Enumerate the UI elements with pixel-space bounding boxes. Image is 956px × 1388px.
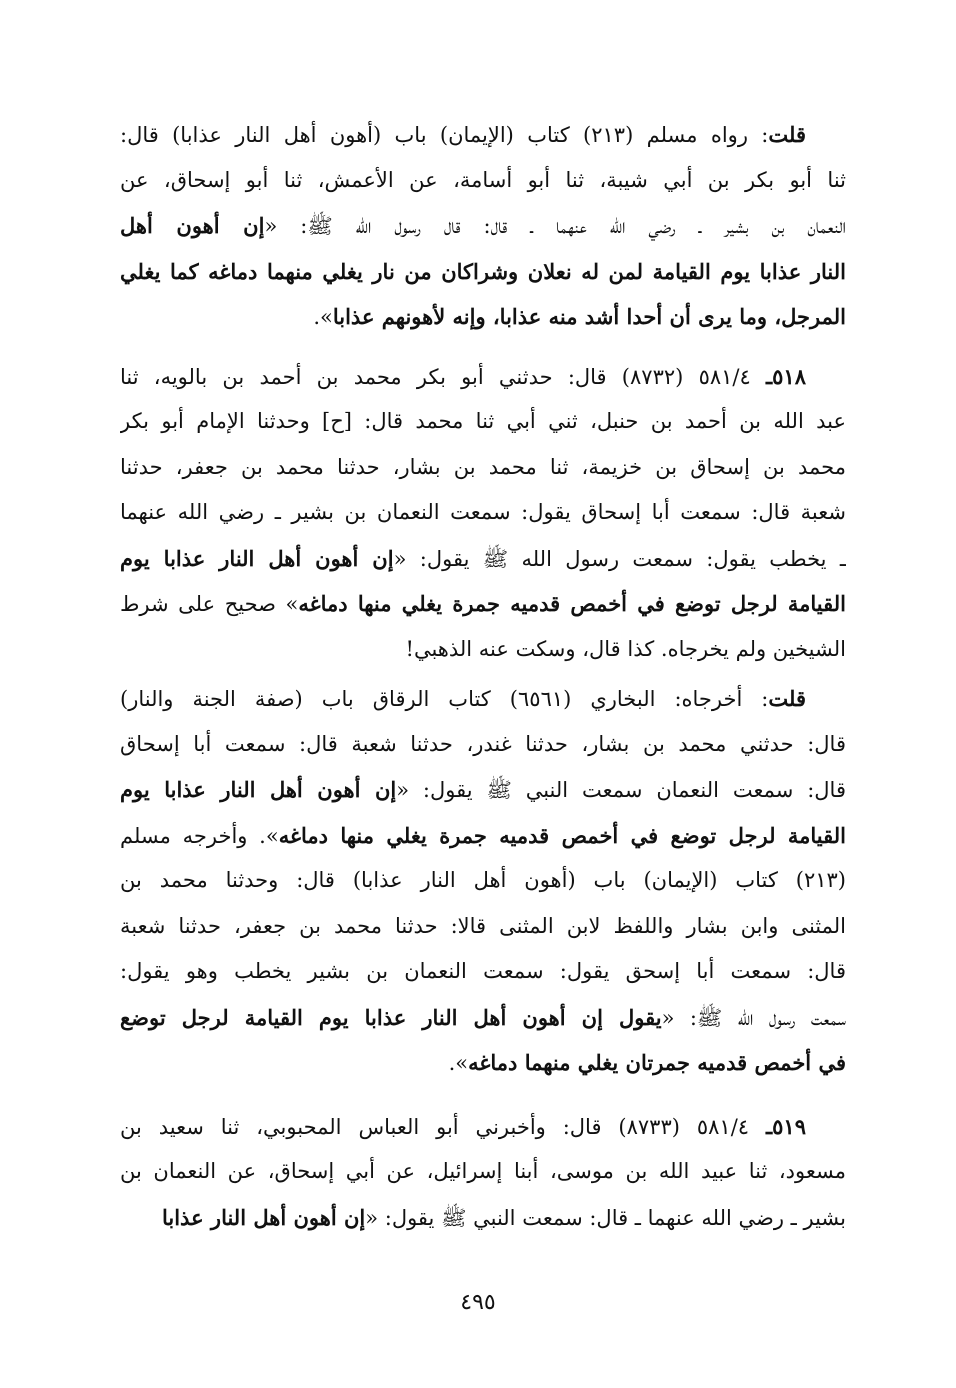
bold-text: إن أهون أهل النار عذابا يوم: [120, 777, 397, 802]
text-line: [120, 858, 846, 904]
text-line: [120, 1104, 846, 1150]
text-segment: » صحيح على شرط: [120, 592, 299, 616]
text-segment: ـ يخطب يقول: سمعت رسول الله ﷺ يقول: «: [393, 546, 846, 571]
bold-text: يقول إن أهون أهل النار عذابا يوم القيامة لرجل توضع: [120, 1004, 662, 1030]
text-line: [120, 813, 846, 859]
text-segment: قال: حدثني محمد بن بشار، حدثنا غندر، حدثنا شعبة قال: سمعت أبا إسحاق: [120, 731, 846, 756]
text-line: [120, 294, 846, 340]
text-line: [120, 536, 846, 582]
text-line: [120, 1195, 846, 1241]
paragraph: [120, 1104, 846, 1241]
text-line: [120, 581, 846, 627]
text-segment: ثنا أبو بكر بن أبي شيبة، ثنا أبو أسامة، عن الأعمش، ثنا أبو إسحاق، عن: [120, 167, 846, 192]
bold-text: في أخمص قدميه جمرتان يغلي منهما دماغه: [468, 1050, 846, 1075]
text-segment: قال: سمعت النعمان سمعت النبي ﷺ يقول: «: [396, 778, 846, 802]
text-segment: محمد بن إسحاق بن خزيمة، ثنا محمد بن بشار، حدثنا محمد بن جعفر، حدثنا: [120, 454, 846, 479]
bold-text: إن أهون أهل النار عذابا: [161, 1204, 366, 1230]
paragraph: [120, 676, 846, 1086]
paragraph: [120, 112, 846, 340]
text-segment: ٥٨١/٤ (٨٧٣٢) قال: حدثني أبو بكر محمد بن أحمد بن بالويه، ثنا: [120, 364, 766, 389]
text-segment: بشير ـ رضي الله عنهما ـ قال: سمعت النبي ﷺ يقول: «: [365, 1205, 846, 1230]
text-line: [120, 1149, 846, 1195]
text-line: [120, 490, 846, 536]
text-line: [120, 399, 846, 445]
text-segment: قال: سمعت أبا إسحق يقول: سمعت النعمان بن بشير يخطب وهو يقول:: [120, 959, 846, 983]
bold-text: القيامة لرجل توضع في أخمص قدميه جمرة يغلي منها دماغه: [278, 822, 846, 848]
paragraph: [120, 354, 846, 673]
text-segment: النعمان بن بشير ـ رضي الله عنهما ـ قال: قال رسول الله ﷺ: «: [264, 214, 846, 238]
bold-text: القيامة لرجل توضع في أخمص قدميه جمرة يغلي منها دماغه: [298, 591, 846, 616]
text-segment: ». وأخرجه مسلم: [120, 823, 279, 848]
text-line: [120, 112, 846, 158]
text-segment: مسعود، ثنا عبيد الله بن موسى، أبنا إسرائيل، عن أبي إسحاق، عن النعمان بن: [120, 1159, 846, 1183]
bold-text: إن أهون أهل النار عذابا يوم: [120, 545, 394, 571]
page-body: [120, 112, 846, 1254]
bold-text: قلت: [768, 122, 806, 147]
bold-text: ٥١٨ـ: [766, 363, 806, 389]
text-segment: : رواه مسلم (٢١٣) كتاب (الإيمان) باب (أهون أهل النار عذابا) قال:: [120, 123, 769, 147]
text-segment: سمعت رسول الله ﷺ: «: [661, 1005, 846, 1030]
text-segment: ».: [313, 305, 333, 329]
text-segment: شعبة قال: سمعت أبا إسحاق يقول: سمعت النعمان بن بشير ـ رضي الله عنهما: [120, 500, 846, 524]
text-segment: ».: [448, 1051, 469, 1075]
text-line: [120, 1040, 846, 1086]
text-line: [120, 203, 846, 249]
text-line: [120, 445, 846, 491]
text-line: [120, 904, 846, 950]
text-segment: (٢١٣) كتاب (الإيمان) باب (أهون أهل النار عذابا) قال: وحدثنا محمد بن: [120, 868, 846, 892]
text-segment: عبد الله بن أحمد بن حنبل، ثني أبي ثنا محمد قال: [ح] وحدثنا الإمام أبو بكر: [120, 409, 846, 433]
text-line: [120, 249, 846, 295]
bold-text: إن أهون أهل: [120, 213, 265, 238]
text-line: [120, 767, 846, 813]
bold-text: قلت: [768, 686, 807, 711]
text-line: [120, 949, 846, 995]
text-line: [120, 354, 846, 400]
text-segment: الشيخين ولم يخرجاه. كذا قال، وسكت عنه الذهبي!: [405, 636, 846, 661]
text-line: [120, 995, 846, 1041]
bold-text: المرجل، وما يرى أن أحدا أشد منه عذابا، وإنه لأهونهم عذابا: [332, 304, 846, 329]
text-segment: ٥٨١/٤ (٨٧٣٣) قال: وأخبرني أبو العباس المحبوبي، ثنا سعيد بن: [120, 1114, 766, 1139]
text-line: [120, 158, 846, 204]
text-line: [120, 627, 846, 673]
text-segment: : أخرجاه: البخاري (٦٥٦١) كتاب الرقاق باب (صفة الجنة والنار): [120, 687, 769, 711]
text-line: [120, 722, 846, 768]
bold-text: النار عذابا يوم القيامة لمن له نعلان وشراكان من نار يغلي منهما دماغه كما يغلي: [120, 258, 846, 284]
page-number: ٤٩٥: [460, 1290, 496, 1315]
bold-text: ٥١٩ـ: [766, 1113, 806, 1139]
text-segment: المثنى وابن بشار واللفظ لابن المثنى قالا: حدثنا محمد بن جعفر، حدثنا شعبة: [120, 913, 846, 938]
text-line: [120, 676, 846, 722]
